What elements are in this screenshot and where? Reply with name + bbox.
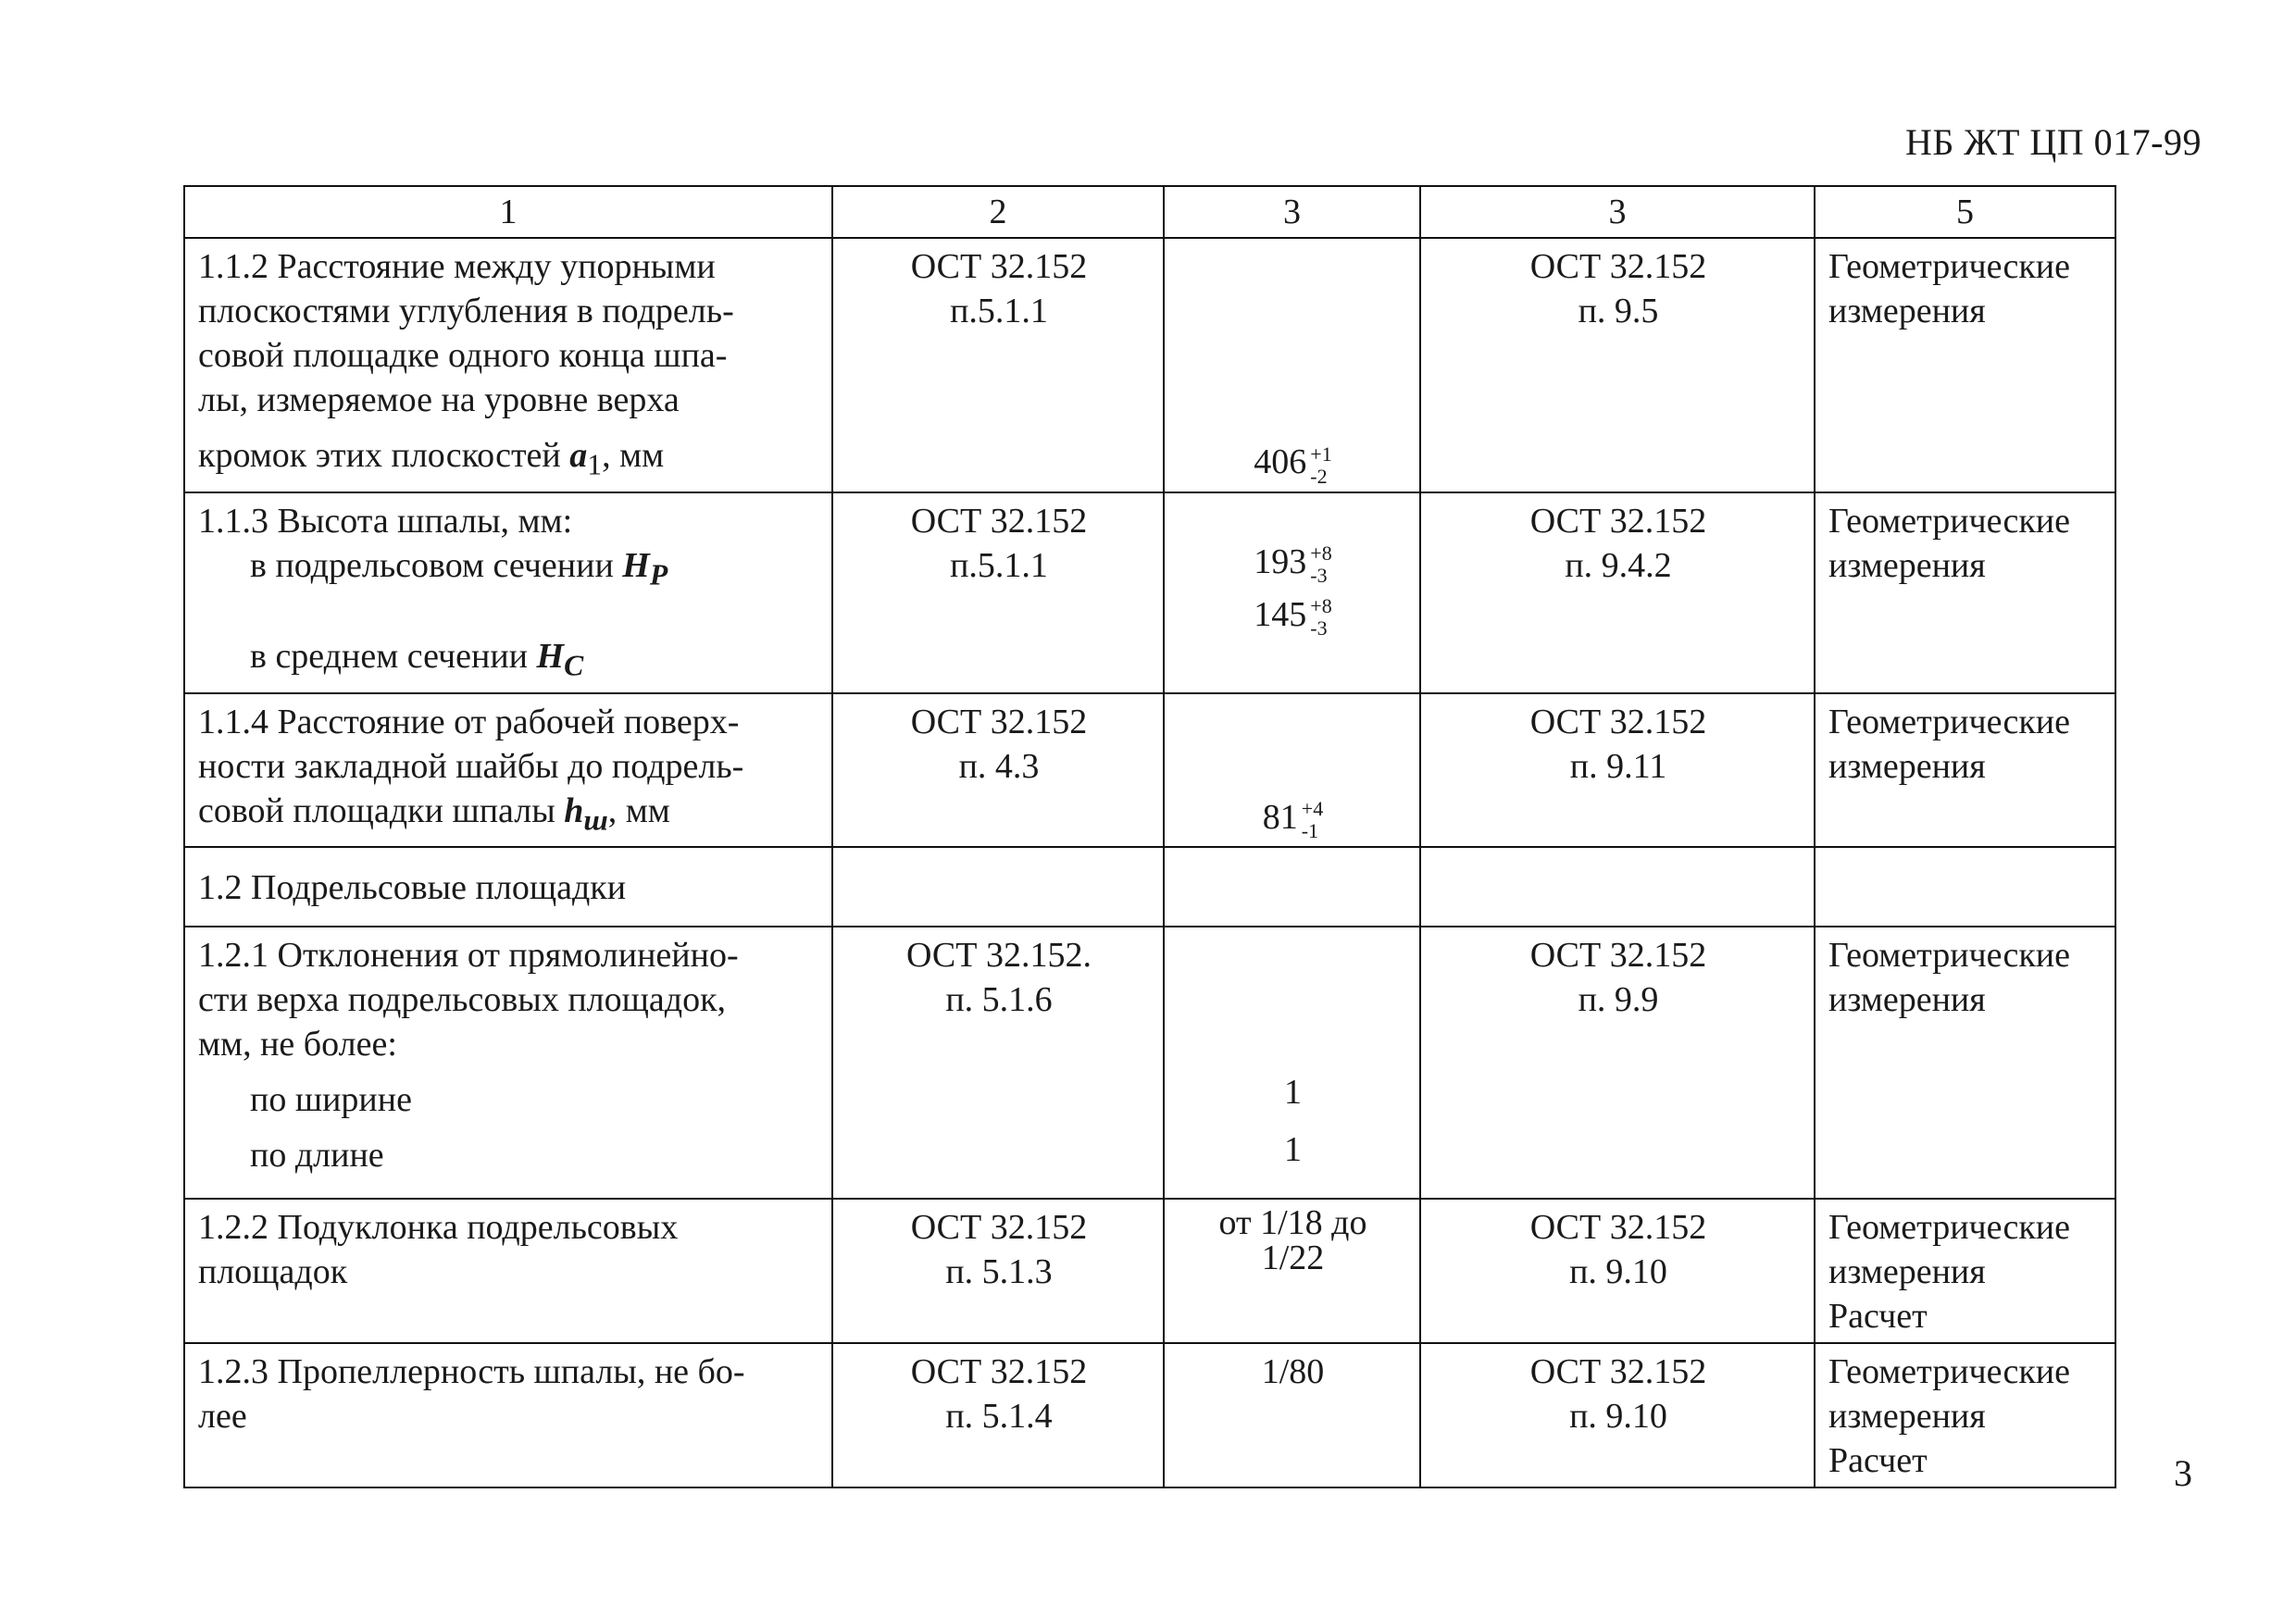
value-cell <box>1164 238 1420 492</box>
parameter-text: в среднем сечении <box>250 637 537 677</box>
tolerance-plus: +8 <box>1310 594 1332 618</box>
method-cell <box>1420 1343 1815 1487</box>
control-text: Геометрические <box>1828 247 2070 286</box>
requirements-table <box>183 185 2116 1488</box>
symbol-subscript: P <box>649 558 668 591</box>
parameter-text: 1.1.4 Расстояние от рабочей поверх- <box>198 702 740 741</box>
column-header: 3 <box>1164 186 1420 238</box>
tolerance-minus: -3 <box>1310 563 1328 587</box>
parameter-text: 1.1.2 Расстояние между упорными <box>198 247 716 286</box>
value-cell <box>1164 1343 1420 1487</box>
control-text: Геометрические <box>1828 501 2070 541</box>
column-header: 3 <box>1420 186 1815 238</box>
value-cell <box>1164 1199 1420 1343</box>
standard-clause: п. 5.1.4 <box>945 1397 1053 1437</box>
standard-clause: п.5.1.1 <box>950 545 1048 585</box>
method-ref: ОСТ 32.152 <box>1529 936 1707 976</box>
tolerance-minus: -1 <box>1301 819 1319 843</box>
nominal-value: 1 <box>1284 1130 1302 1170</box>
table-row <box>184 238 2115 492</box>
table-row <box>184 693 2115 848</box>
method-clause: п. 9.9 <box>1578 980 1659 1020</box>
nominal-value: 81 <box>1262 798 1298 838</box>
control-text: Геометрические <box>1828 1208 2070 1248</box>
parameter-text: 1.2.1 Отклонения от прямолинейно- <box>198 936 739 976</box>
parameter-text-line <box>198 433 820 488</box>
method-cell <box>1420 492 1815 693</box>
section-title-cell <box>184 847 832 927</box>
control-text: Геометрические <box>1828 936 2070 976</box>
symbol: H <box>536 637 565 677</box>
method-ref: ОСТ 32.152 <box>1529 702 1707 741</box>
column-header: 2 <box>832 186 1164 238</box>
nominal-value-group <box>1178 540 1408 587</box>
control-text: Геометрические <box>1828 1352 2070 1392</box>
column-header: 1 <box>184 186 832 238</box>
nominal-value: 145 <box>1254 594 1307 634</box>
parameter-text: ности закладной шайбы до подрель- <box>198 746 744 786</box>
method-clause: п. 9.11 <box>1569 746 1667 786</box>
value-cell <box>1164 927 1420 1199</box>
standard-cell <box>832 693 1164 848</box>
tolerance <box>1302 798 1323 842</box>
control-cell <box>1815 492 2115 693</box>
parameter-text: площадок <box>198 1252 348 1292</box>
value-cell <box>1164 693 1420 848</box>
control-text: измерения <box>1828 1252 1986 1292</box>
nominal-value-group <box>1178 795 1408 842</box>
tolerance-minus: -3 <box>1310 616 1328 641</box>
control-cell <box>1815 693 2115 848</box>
method-clause: п. 9.5 <box>1578 292 1659 330</box>
symbol: h <box>564 790 584 830</box>
standard-cell <box>832 927 1164 1199</box>
table-row <box>184 927 2115 1199</box>
parameter-text: совой площадки шпалы <box>198 790 565 830</box>
parameter-subitem <box>198 543 820 598</box>
standard-cell <box>832 238 1164 492</box>
parameter-text: в подрельсовом сечении <box>250 545 623 585</box>
method-clause: п. 9.10 <box>1569 1252 1667 1292</box>
table-row <box>184 1199 2115 1343</box>
tolerance <box>1310 443 1331 488</box>
standard-ref: ОСТ 32.152. <box>906 936 1092 976</box>
control-text: измерения <box>1828 545 1986 585</box>
empty-cell <box>832 847 1164 927</box>
nominal-value: 1 <box>1284 1073 1302 1113</box>
control-cell <box>1815 1343 2115 1487</box>
nominal-value-group <box>1178 592 1408 640</box>
method-clause: п. 9.10 <box>1569 1397 1667 1437</box>
method-ref: ОСТ 32.152 <box>1529 247 1707 286</box>
nominal-value: 406 <box>1254 442 1307 482</box>
parameter-text: лее <box>198 1397 247 1437</box>
parameter-text: 1.1.3 Высота шпалы, мм: <box>198 501 573 541</box>
symbol-subscript: 1 <box>587 448 603 481</box>
parameter-text: сти верха подрельсовых площадок, <box>198 980 727 1020</box>
value-cell <box>1164 492 1420 693</box>
standard-ref: ОСТ 32.152 <box>910 247 1088 286</box>
parameter-unit: , мм <box>602 436 665 475</box>
parameter-cell <box>184 492 832 693</box>
empty-cell <box>1420 847 1815 927</box>
standard-clause: п. 4.3 <box>958 746 1040 786</box>
parameter-text: плоскостями углубления в подрель- <box>198 292 734 330</box>
parameter-text: мм, не более: <box>198 1025 397 1064</box>
standard-cell <box>832 1199 1164 1343</box>
standard-clause: п. 5.1.6 <box>945 980 1053 1020</box>
value-text: 1/80 <box>1261 1352 1325 1392</box>
parameter-subitem <box>198 634 820 689</box>
standard-ref: ОСТ 32.152 <box>910 702 1088 741</box>
control-cell <box>1815 1199 2115 1343</box>
method-ref: ОСТ 32.152 <box>1529 1352 1707 1392</box>
table-row <box>184 1343 2115 1487</box>
section-title: 1.2 Подрельсовые площадки <box>198 868 627 908</box>
nominal-value-group <box>1178 440 1408 487</box>
standard-cell <box>832 492 1164 693</box>
control-text: измерения <box>1828 292 1986 330</box>
standard-ref: ОСТ 32.152 <box>910 1208 1088 1248</box>
table-header-row <box>184 186 2115 238</box>
parameter-cell <box>184 693 832 848</box>
parameter-cell <box>184 927 832 1199</box>
control-cell <box>1815 927 2115 1199</box>
control-text: измерения <box>1828 980 1986 1020</box>
page-number: 3 <box>2174 1452 2192 1494</box>
parameter-cell <box>184 1199 832 1343</box>
tolerance-plus: +8 <box>1310 541 1332 565</box>
section-row <box>184 847 2115 927</box>
nominal-value: 193 <box>1254 541 1307 581</box>
method-cell <box>1420 693 1815 848</box>
tolerance-plus: +1 <box>1310 442 1332 466</box>
parameter-cell <box>184 238 832 492</box>
document-code: НБ ЖТ ЦП 017-99 <box>1904 121 2202 163</box>
standard-cell <box>832 1343 1164 1487</box>
parameter-text: совой площадке одного конца шпа- <box>198 336 728 375</box>
symbol: a <box>569 436 588 475</box>
column-header: 5 <box>1815 186 2115 238</box>
tolerance-minus: -2 <box>1310 464 1328 488</box>
tolerance-plus: +4 <box>1301 797 1324 821</box>
value-text: от 1/18 до <box>1218 1203 1367 1243</box>
method-ref: ОСТ 32.152 <box>1529 501 1707 541</box>
tolerance <box>1310 542 1331 587</box>
control-text: измерения <box>1828 1397 1986 1437</box>
control-text: измерения <box>1828 746 1986 786</box>
control-cell <box>1815 238 2115 492</box>
method-cell <box>1420 927 1815 1199</box>
parameter-text: лы, измеряемое на уровне верха <box>198 380 680 419</box>
method-cell <box>1420 238 1815 492</box>
empty-cell <box>1815 847 2115 927</box>
parameter-subitem: по ширине <box>250 1080 412 1120</box>
empty-cell <box>1164 847 1420 927</box>
control-text: Расчет <box>1828 1297 1928 1337</box>
control-text: Геометрические <box>1828 702 2070 741</box>
standard-ref: ОСТ 32.152 <box>910 1352 1088 1392</box>
control-text: Расчет <box>1828 1441 1928 1481</box>
value-text: 1/22 <box>1261 1238 1325 1278</box>
standard-ref: ОСТ 32.152 <box>910 501 1088 541</box>
parameter-cell <box>184 1343 832 1487</box>
method-cell <box>1420 1199 1815 1343</box>
table-row <box>184 492 2115 693</box>
parameter-text: 1.2.3 Пропеллерность шпалы, не бо- <box>198 1352 745 1392</box>
parameter-text: 1.2.2 Подуклонка подрельсовых <box>198 1208 679 1248</box>
parameter-text-line <box>198 789 820 843</box>
parameter-subitem: по длине <box>250 1136 384 1176</box>
parameter-text: кромок этих плоскостей <box>198 436 570 475</box>
tolerance <box>1310 595 1331 640</box>
standard-clause: п.5.1.1 <box>950 292 1048 330</box>
symbol-subscript: ш <box>583 803 608 837</box>
method-ref: ОСТ 32.152 <box>1529 1208 1707 1248</box>
symbol-subscript: C <box>564 649 584 682</box>
parameter-unit: , мм <box>607 790 670 830</box>
symbol: H <box>622 545 650 585</box>
method-clause: п. 9.4.2 <box>1565 545 1672 585</box>
standard-clause: п. 5.1.3 <box>945 1252 1053 1292</box>
